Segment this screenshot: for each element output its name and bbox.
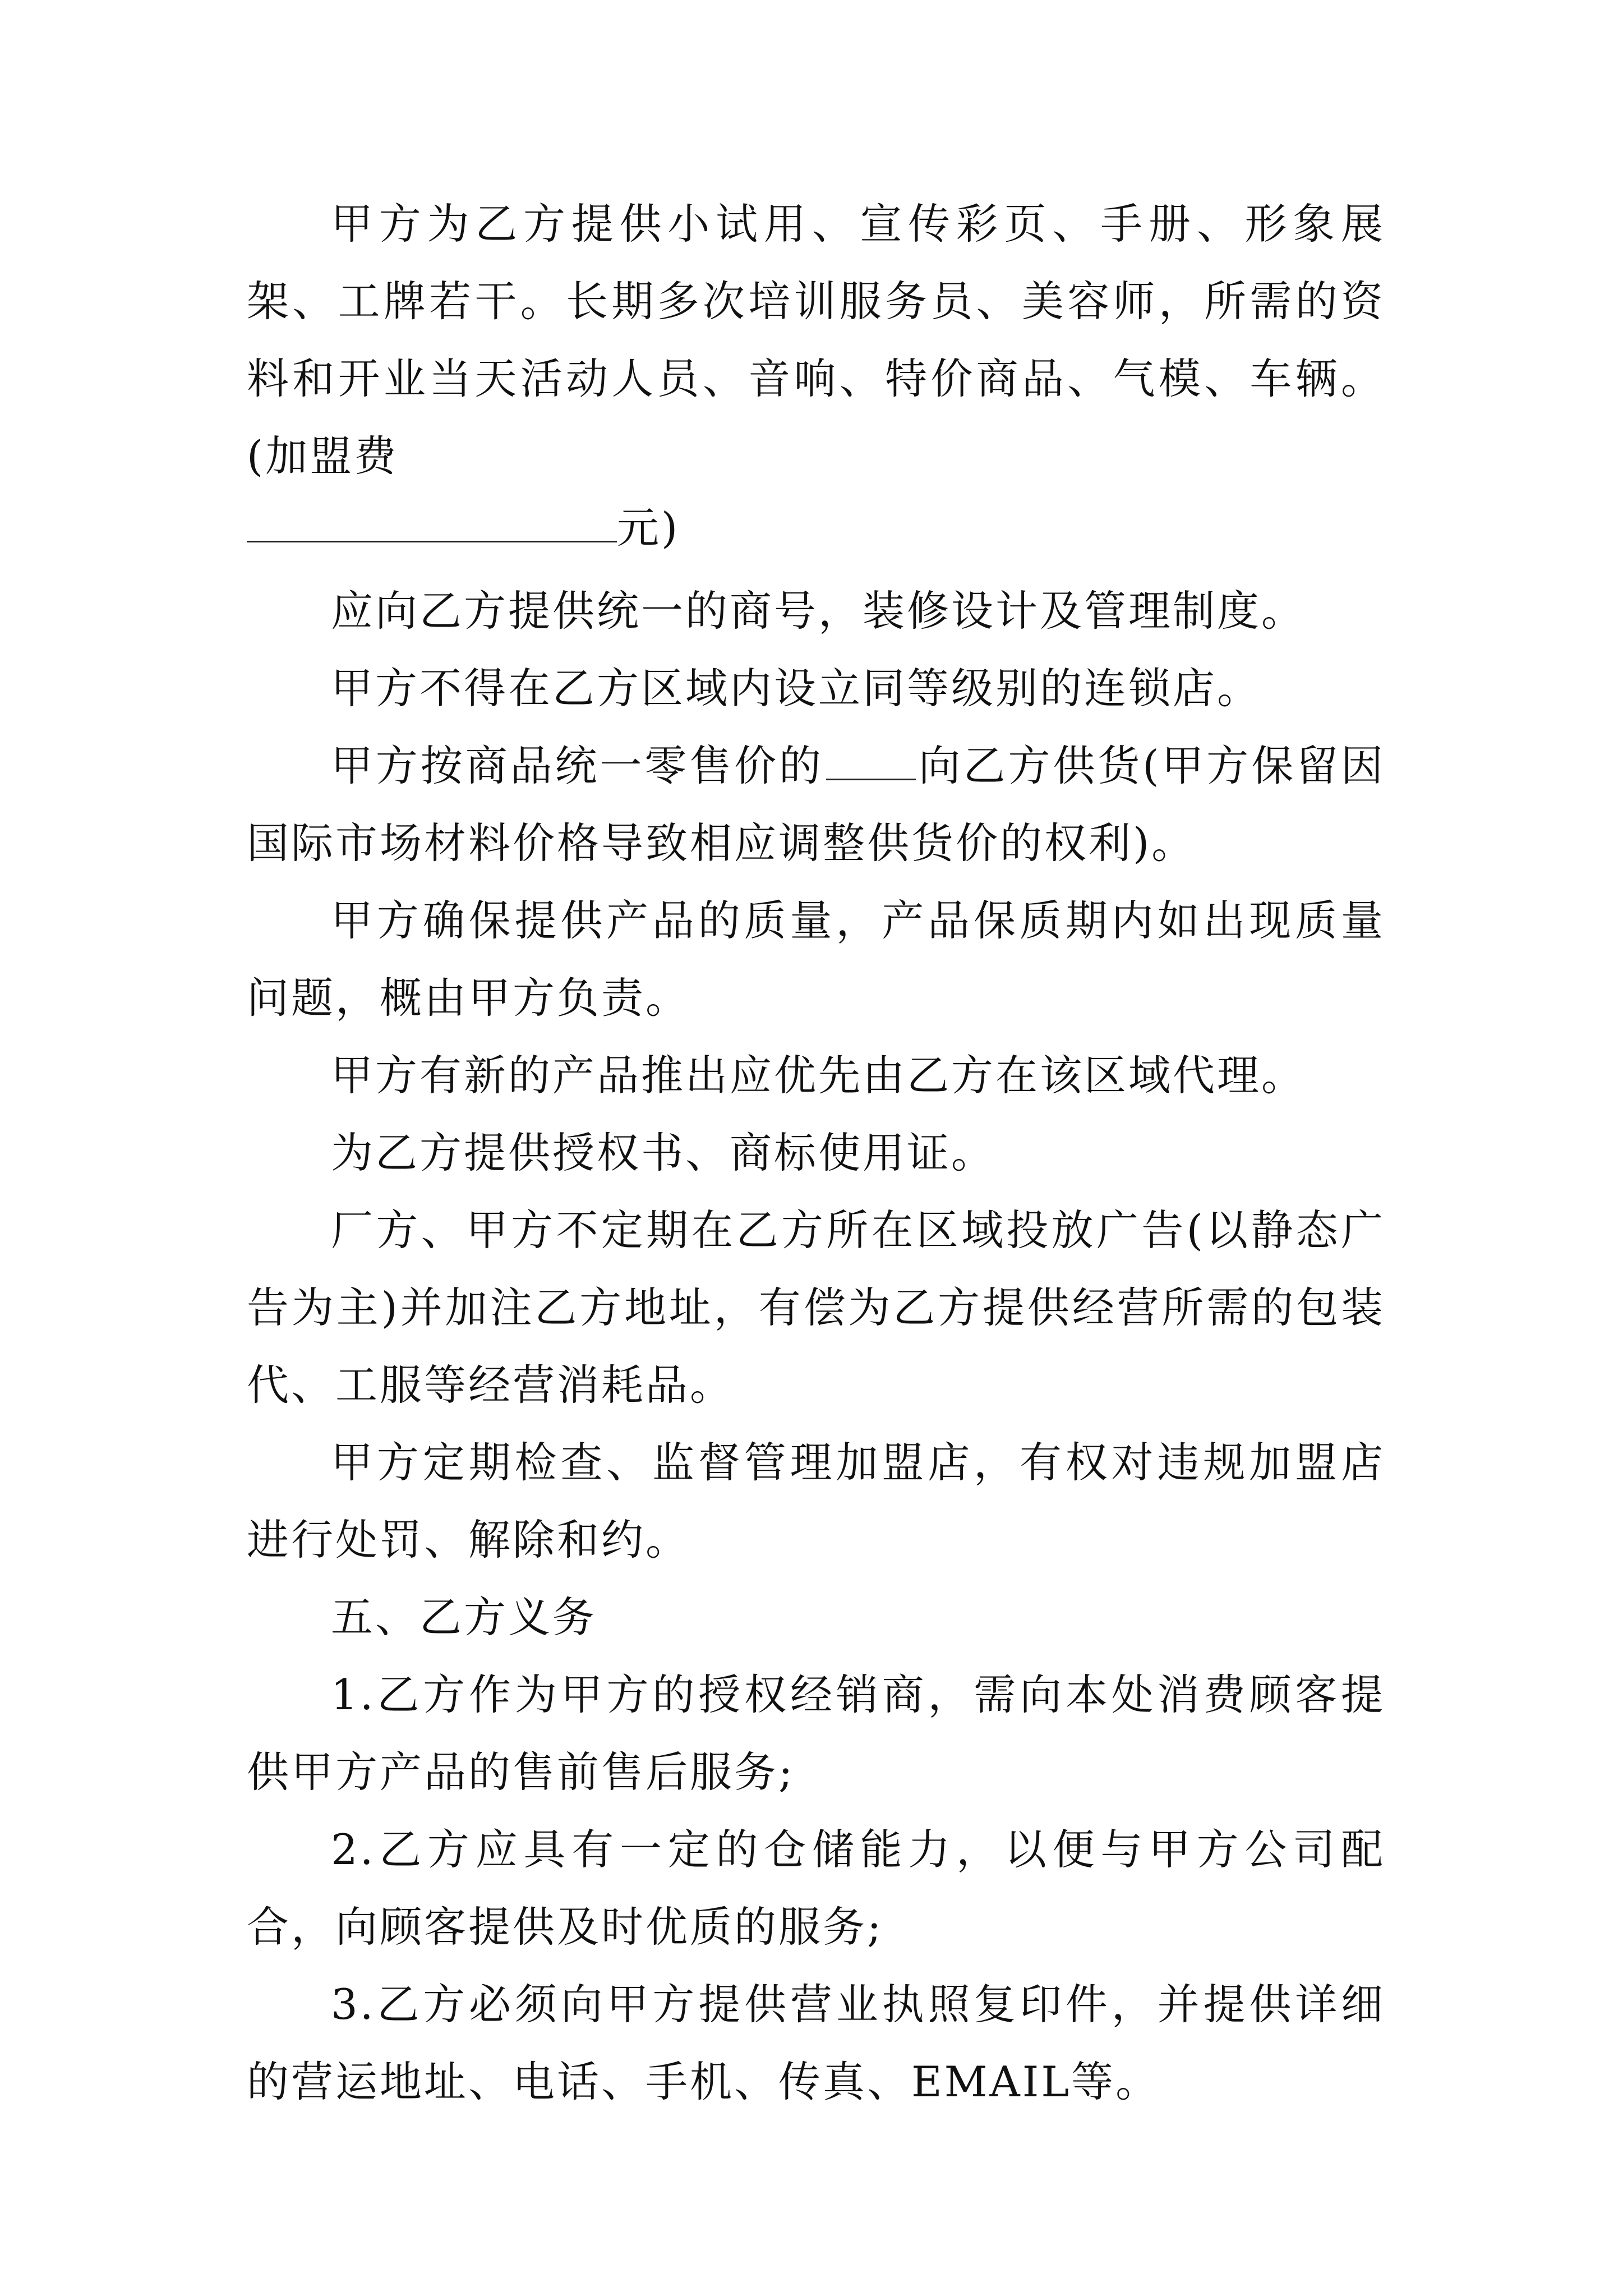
- document-page: [247, 185, 1385, 2120]
- paragraph-advertising: 厂方、甲方不定期在乙方所在区域投放广告(以静态广告为主)并加注乙方地址，有偿为乙方提供经营所需的包装代、工服等经营消耗品。: [247, 1205, 1385, 1410]
- paragraph-supply-price: [247, 727, 1385, 882]
- franchise-fee-unit: 元): [617, 503, 680, 553]
- paragraph-obligation-1: 1.乙方作为甲方的授权经销商，需向本处消费顾客提供甲方产品的售前售后服务;: [247, 1670, 1385, 1797]
- supply-price-before: 甲方按商品统一零售价的: [331, 741, 824, 790]
- franchise-fee-line: [247, 495, 1385, 572]
- paragraph-authorization: 为乙方提供授权书、商标使用证。: [331, 1128, 996, 1177]
- paragraph-inspection: 甲方定期检查、监督管理加盟店，有权对违规加盟店进行处罚、解除和约。: [247, 1438, 1385, 1565]
- paragraph-trade-name: 应向乙方提供统一的商号，装修设计及管理制度。: [331, 586, 1306, 636]
- paragraph-party-a-supplies: 甲方为乙方提供小试用、宣传彩页、手册、形象展架、工牌若干。长期多次培训服务员、美容师，所需的资料和开业当天活动人员、音响、特价商品、气模、车辆。(加盟费: [247, 199, 1385, 481]
- paragraph-no-competing-store: 甲方不得在乙方区域内设立同等级别的连锁店。: [331, 664, 1262, 713]
- paragraph-obligation-2: 2.乙方应具有一定的仓储能力，以便与甲方公司配合，向顾客提供及时优质的服务;: [247, 1825, 1385, 1952]
- paragraph-new-products: 甲方有新的产品推出应优先由乙方在该区域代理。: [331, 1051, 1306, 1100]
- section-heading-party-b-obligations: 五、乙方义务: [331, 1593, 597, 1642]
- supply-price-after: 向乙方供货(甲方保留因国际市场材料价格导致相应调整供货价的权利)。: [247, 741, 1385, 868]
- franchise-fee-blank: [247, 501, 617, 542]
- paragraph-obligation-3: 3.乙方必须向甲方提供营业执照复印件，并提供详细的营运地址、电话、手机、传真、EMAIL等。: [247, 1980, 1385, 2106]
- paragraph-product-quality: 甲方确保提供产品的质量，产品保质期内如出现质量问题，概由甲方负责。: [247, 896, 1385, 1023]
- supply-price-blank: [826, 739, 916, 780]
